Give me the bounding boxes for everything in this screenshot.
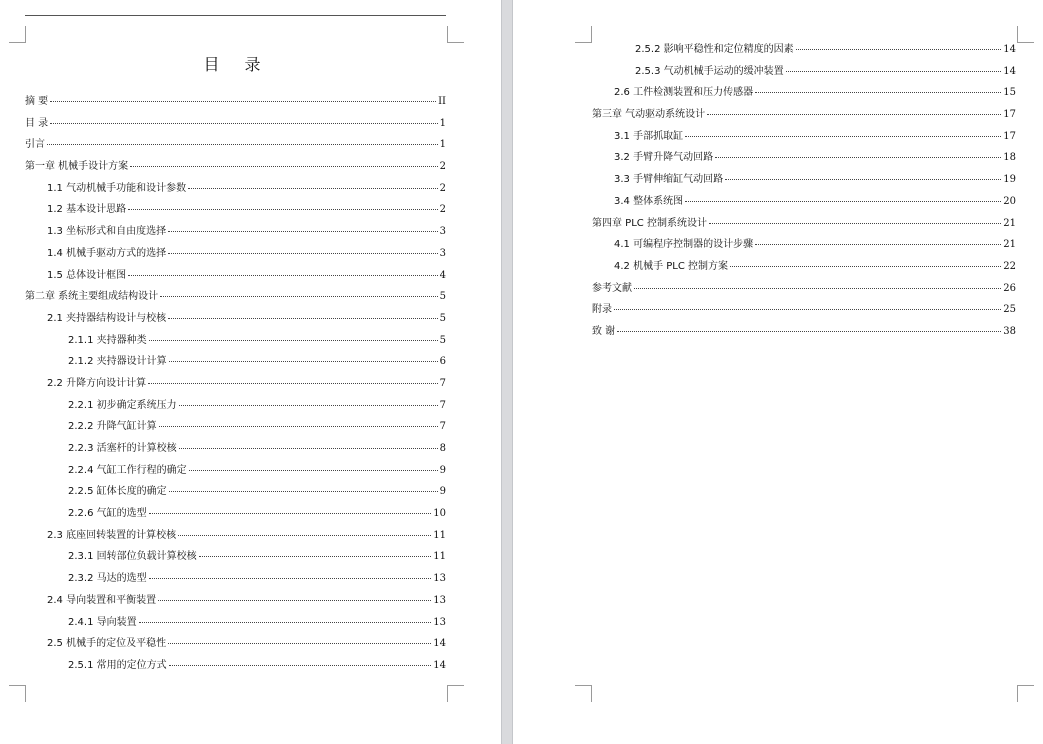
header-rule	[25, 15, 446, 16]
toc-page-number: 2	[439, 182, 446, 194]
toc-entry[interactable]	[592, 234, 1016, 256]
toc-entry[interactable]	[25, 373, 446, 395]
toc-entry[interactable]	[25, 655, 446, 677]
toc-page-number: 1	[439, 117, 446, 129]
toc-page-number: 13	[433, 616, 446, 628]
toc-page-number: 3	[439, 247, 446, 259]
dot-leader	[149, 513, 432, 514]
toc-entry-title: 第三章 气动驱动系统设计	[592, 109, 706, 121]
toc-entry-title: 2.3 底座回转装置的计算校核	[47, 529, 177, 541]
toc-page-number: 2	[439, 204, 446, 216]
toc-page-number: 13	[433, 594, 446, 606]
dot-leader	[160, 296, 437, 297]
toc-page-number: 2	[439, 161, 446, 173]
toc-entry[interactable]	[25, 221, 446, 243]
toc-page-number: 14	[1003, 65, 1016, 77]
toc-entry[interactable]	[25, 351, 446, 373]
toc-entry-title: 4.2 机械手 PLC 控制方案	[614, 260, 729, 272]
toc-page-number: 21	[1003, 217, 1016, 229]
toc-entry[interactable]	[592, 104, 1016, 126]
toc-entry[interactable]	[25, 525, 446, 547]
toc-entry-title: 2.4 导向装置和平衡装置	[47, 594, 157, 606]
toc-entry[interactable]	[592, 126, 1016, 148]
toc-entry-title: 2.2.6 气缸的选型	[68, 508, 147, 520]
dot-leader	[128, 209, 438, 210]
toc-page-number: 5	[439, 291, 446, 303]
dot-leader	[188, 188, 438, 189]
dot-leader	[199, 556, 432, 557]
toc-entry[interactable]	[25, 503, 446, 525]
toc-entry-title: 第四章 PLC 控制系统设计	[592, 217, 707, 229]
toc-entry[interactable]	[25, 178, 446, 200]
toc-entry-title: 2.5 机械手的定位及平稳性	[47, 638, 167, 650]
toc-entry-title: 2.2.5 缸体长度的确定	[68, 486, 167, 498]
toc-entry-title: 2.2.4 气缸工作行程的确定	[68, 464, 187, 476]
dot-leader	[168, 253, 438, 254]
toc-entry-title: 附录	[592, 304, 612, 316]
toc-page-number: 8	[439, 443, 446, 454]
toc-page-number: 4	[439, 269, 446, 281]
dot-leader	[707, 114, 1001, 115]
toc-entry-title: 参考文献	[592, 282, 632, 294]
toc-entry[interactable]	[25, 308, 446, 330]
toc-entry-title: 3.3 手臂伸缩缸气动回路	[614, 174, 724, 186]
toc-entry[interactable]	[25, 134, 446, 156]
toc-entry-title: 3.4 整体系统图	[614, 195, 684, 207]
toc-entry[interactable]	[592, 256, 1016, 278]
toc-page-number: 7	[439, 377, 446, 389]
toc-page-number: 19	[1003, 174, 1016, 186]
dot-leader	[149, 578, 432, 579]
crop-mark-top-left	[575, 26, 592, 43]
toc-entry[interactable]	[25, 633, 446, 655]
toc-entry-title: 4.1 可编程序控制器的设计步骤	[614, 239, 754, 251]
dot-leader	[189, 470, 438, 471]
toc-page-number: 7	[439, 421, 446, 433]
toc-entry[interactable]	[25, 460, 446, 482]
crop-mark-bottom-right	[447, 685, 464, 702]
toc-entry-title: 致 谢	[592, 325, 616, 337]
toc-entry-title: 2.4.1 导向装置	[68, 616, 137, 628]
toc-page-number: 3	[439, 226, 446, 238]
toc-entry[interactable]	[592, 213, 1016, 235]
toc-page-number: 18	[1003, 152, 1016, 164]
toc-page-number: 7	[439, 399, 446, 411]
toc-entry[interactable]	[25, 113, 446, 135]
dot-leader	[149, 340, 438, 341]
toc-entry-title: 2.5.3 气动机械手运动的缓冲装置	[635, 65, 784, 77]
toc-page-number: 20	[1003, 195, 1016, 207]
dot-leader	[159, 426, 438, 427]
toc-list-left	[25, 91, 446, 677]
toc-entry[interactable]	[592, 299, 1016, 321]
toc-page-number: 14	[433, 659, 446, 671]
toc-entry[interactable]	[25, 546, 446, 568]
toc-page-number: 15	[1003, 87, 1016, 99]
toc-entry-title: 2.1.1 夹持器种类	[68, 334, 147, 346]
toc-entry-title: 引言	[25, 139, 45, 151]
crop-mark-top-right	[1017, 26, 1034, 43]
toc-entry[interactable]	[25, 438, 446, 460]
dot-leader	[755, 244, 1001, 245]
dot-leader	[169, 665, 432, 666]
dot-leader	[128, 275, 438, 276]
dot-leader	[130, 166, 437, 167]
dot-leader	[50, 123, 437, 124]
toc-entry[interactable]	[592, 278, 1016, 300]
dot-leader	[685, 136, 1001, 137]
dot-leader	[50, 101, 436, 102]
toc-entry-title: 2.3.1 回转部位负载计算校核	[68, 551, 197, 563]
toc-entry[interactable]	[25, 568, 446, 590]
toc-page-number: 10	[433, 508, 446, 520]
toc-page-number: 26	[1003, 282, 1016, 294]
dot-leader	[169, 361, 438, 362]
toc-entry[interactable]	[592, 321, 1016, 343]
toc-entry[interactable]	[592, 147, 1016, 169]
dot-leader	[139, 622, 432, 623]
toc-entry[interactable]	[25, 91, 446, 113]
dot-leader	[47, 144, 438, 145]
crop-mark-bottom-right	[1017, 685, 1034, 702]
crop-mark-bottom-left	[575, 685, 592, 702]
toc-page-number: 14	[1003, 44, 1016, 55]
toc-page-number: 9	[439, 486, 446, 498]
toc-entry-title: 2.5.2 影响平稳性和定位精度的因素	[635, 44, 794, 55]
toc-entry[interactable]	[25, 590, 446, 612]
toc-entry[interactable]	[25, 416, 446, 438]
toc-entry-title: 2.1.2 夹持器设计计算	[68, 356, 167, 368]
toc-list-right	[592, 39, 1016, 343]
toc-entry-title: 1.2 基本设计思路	[47, 204, 127, 216]
toc-entry-title: 1.4 机械手驱动方式的选择	[47, 247, 167, 259]
toc-page-number: 17	[1003, 130, 1016, 142]
dot-leader	[169, 491, 438, 492]
dot-leader	[715, 157, 1001, 158]
toc-entry-title: 2.2 升降方向设计计算	[47, 377, 147, 389]
toc-entry-title: 摘 要	[25, 96, 49, 107]
dot-leader	[168, 231, 438, 232]
page-gutter	[501, 0, 513, 744]
toc-entry[interactable]	[25, 395, 446, 417]
toc-entry-title: 第二章 系统主要组成结构设计	[25, 291, 159, 303]
toc-entry-title: 2.1 夹持器结构设计与校核	[47, 312, 167, 324]
crop-mark-top-right	[447, 26, 464, 43]
toc-page-number: 14	[433, 638, 446, 650]
toc-entry[interactable]	[25, 612, 446, 634]
dot-leader	[148, 383, 438, 384]
toc-page-number: 11	[433, 529, 446, 541]
toc-page-number: 5	[439, 334, 446, 346]
toc-entry[interactable]	[592, 39, 1016, 61]
dot-leader	[786, 71, 1002, 72]
toc-page-number: 38	[1003, 325, 1016, 337]
toc-entry-title: 3.1 手部抓取缸	[614, 130, 684, 142]
dot-leader	[709, 223, 1001, 224]
toc-entry[interactable]	[592, 169, 1016, 191]
dot-leader	[634, 288, 1001, 289]
toc-page-number: 21	[1003, 239, 1016, 251]
crop-mark-bottom-left	[9, 685, 26, 702]
toc-entry[interactable]	[25, 330, 446, 352]
dot-leader	[178, 535, 431, 536]
document-page-left	[0, 0, 501, 744]
dot-leader	[796, 49, 1002, 50]
toc-entry-title: 1.3 坐标形式和自由度选择	[47, 226, 167, 238]
toc-page-number: 11	[433, 551, 446, 563]
toc-entry[interactable]	[25, 265, 446, 287]
toc-entry[interactable]	[592, 191, 1016, 213]
toc-page-number: 1	[439, 139, 446, 151]
toc-page-number: II	[438, 96, 446, 107]
toc-entry-title: 1.1 气动机械手功能和设计参数	[47, 182, 187, 194]
toc-entry-title: 1.5 总体设计框图	[47, 269, 127, 281]
dot-leader	[179, 405, 438, 406]
dot-leader	[730, 266, 1001, 267]
dot-leader	[179, 448, 438, 449]
dot-leader	[158, 600, 431, 601]
toc-page-number: 17	[1003, 109, 1016, 121]
dot-leader	[168, 318, 438, 319]
toc-entry-title: 2.2.1 初步确定系统压力	[68, 399, 177, 411]
toc-entry-title: 3.2 手臂升降气动回路	[614, 152, 714, 164]
toc-page-number: 13	[433, 573, 446, 585]
toc-entry-title: 2.5.1 常用的定位方式	[68, 659, 167, 671]
toc-entry[interactable]	[25, 243, 446, 265]
toc-page-number: 6	[439, 356, 446, 368]
toc-entry[interactable]	[25, 199, 446, 221]
toc-entry[interactable]	[25, 156, 446, 178]
toc-entry-title: 第一章 机械手设计方案	[25, 161, 129, 173]
toc-entry-title: 2.3.2 马达的选型	[68, 573, 147, 585]
dot-leader	[614, 309, 1001, 310]
toc-entry[interactable]	[592, 82, 1016, 104]
dot-leader	[617, 331, 1001, 332]
toc-entry[interactable]	[25, 286, 446, 308]
toc-page-number: 25	[1003, 304, 1016, 316]
dot-leader	[755, 92, 1001, 93]
toc-entry-title: 2.2.3 活塞杆的计算校核	[68, 443, 177, 454]
toc-entry-title: 目 录	[25, 117, 49, 129]
toc-page-number: 22	[1003, 260, 1016, 272]
dot-leader	[725, 179, 1001, 180]
dot-leader	[685, 201, 1001, 202]
toc-entry-title: 2.6 工件检测装置和压力传感器	[614, 87, 754, 99]
toc-page-number: 5	[439, 312, 446, 324]
toc-title: 目 录	[203, 55, 271, 74]
toc-page-number: 9	[439, 464, 446, 476]
toc-entry[interactable]	[592, 61, 1016, 83]
toc-entry-title: 2.2.2 升降气缸计算	[68, 421, 157, 433]
dot-leader	[168, 643, 431, 644]
toc-entry[interactable]	[25, 481, 446, 503]
crop-mark-top-left	[9, 26, 26, 43]
